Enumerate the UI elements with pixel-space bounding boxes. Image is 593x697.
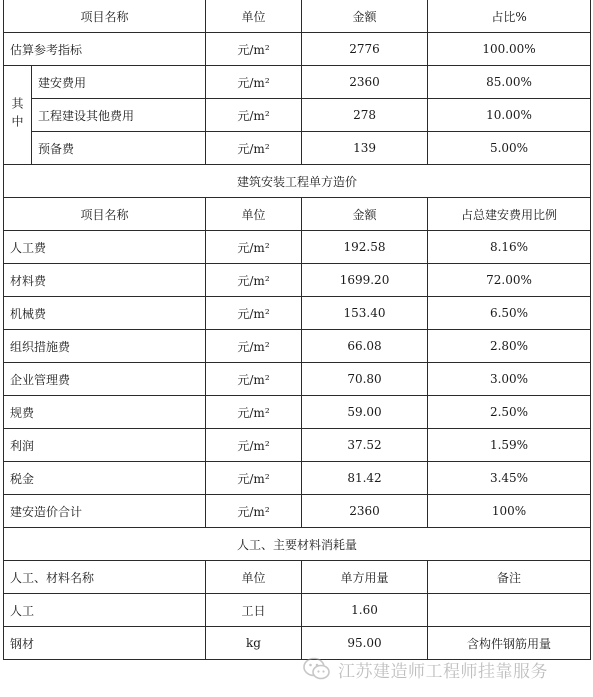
row-unit: 元/m²	[206, 396, 302, 429]
row-unit: 元/m²	[206, 297, 302, 330]
row-unit: 元/m²	[206, 132, 302, 165]
table-row	[4, 330, 591, 363]
row-ratio: 100%	[428, 495, 591, 528]
row-name: 建安造价合计	[4, 495, 206, 528]
header-ratio: 占总建安费用比例	[428, 198, 591, 231]
section-title-row	[4, 165, 591, 198]
row-ratio: 3.00%	[428, 363, 591, 396]
table-row	[4, 132, 591, 165]
row-amount: 192.58	[302, 231, 428, 264]
row-unit: 元/m²	[206, 429, 302, 462]
row-unit: 元/m²	[206, 33, 302, 66]
header-amount: 金额	[302, 0, 428, 33]
row-name: 机械费	[4, 297, 206, 330]
row-ratio: 6.50%	[428, 297, 591, 330]
header-amount: 单方用量	[302, 561, 428, 594]
row-amount: 278	[302, 99, 428, 132]
row-name: 预备费	[32, 132, 206, 165]
table-row	[4, 66, 591, 99]
row-name: 估算参考指标	[4, 33, 206, 66]
row-ratio: 3.45%	[428, 462, 591, 495]
row-unit: 工日	[206, 594, 302, 627]
row-amount: 2360	[302, 66, 428, 99]
table-row	[4, 363, 591, 396]
header-item-name: 项目名称	[4, 198, 206, 231]
table-row	[4, 297, 591, 330]
header-unit: 单位	[206, 198, 302, 231]
section3-title: 人工、主要材料消耗量	[4, 528, 591, 561]
row-ratio: 2.50%	[428, 396, 591, 429]
cost-estimate-table	[3, 0, 591, 660]
table-row	[4, 33, 591, 66]
row-amount: 2360	[302, 495, 428, 528]
row-ratio: 85.00%	[428, 66, 591, 99]
header-item-name: 人工、材料名称	[4, 561, 206, 594]
row-amount: 66.08	[302, 330, 428, 363]
header-unit: 单位	[206, 0, 302, 33]
row-name: 材料费	[4, 264, 206, 297]
section2-title: 建筑安装工程单方造价	[4, 165, 591, 198]
row-name: 组织措施费	[4, 330, 206, 363]
row-unit: 元/m²	[206, 462, 302, 495]
row-name: 工程建设其他费用	[32, 99, 206, 132]
row-ratio: 10.00%	[428, 99, 591, 132]
header-note: 备注	[428, 561, 591, 594]
row-amount: 70.80	[302, 363, 428, 396]
row-note	[428, 594, 591, 627]
row-ratio: 1.59%	[428, 429, 591, 462]
row-ratio: 5.00%	[428, 132, 591, 165]
row-amount: 2776	[302, 33, 428, 66]
row-amount: 153.40	[302, 297, 428, 330]
table-row	[4, 594, 591, 627]
group-label: 其中	[4, 66, 32, 165]
row-unit: 元/m²	[206, 99, 302, 132]
table-row	[4, 264, 591, 297]
row-amount: 1699.20	[302, 264, 428, 297]
table3-header-row	[4, 561, 591, 594]
row-name: 税金	[4, 462, 206, 495]
table-row	[4, 231, 591, 264]
table2-header-row	[4, 198, 591, 231]
table-row	[4, 627, 591, 660]
row-name: 企业管理费	[4, 363, 206, 396]
row-name: 建安费用	[32, 66, 206, 99]
row-amount: 37.52	[302, 429, 428, 462]
watermark-text: 江苏建造师工程师挂靠服务	[338, 661, 548, 682]
row-amount: 1.60	[302, 594, 428, 627]
row-name: 人工费	[4, 231, 206, 264]
row-unit: 元/m²	[206, 66, 302, 99]
row-name: 钢材	[4, 627, 206, 660]
row-unit: 元/m²	[206, 495, 302, 528]
row-amount: 81.42	[302, 462, 428, 495]
row-unit: kg	[206, 627, 302, 660]
row-name: 人工	[4, 594, 206, 627]
row-unit: 元/m²	[206, 330, 302, 363]
table-row	[4, 495, 591, 528]
row-ratio: 72.00%	[428, 264, 591, 297]
table-row	[4, 462, 591, 495]
row-name: 规费	[4, 396, 206, 429]
header-unit: 单位	[206, 561, 302, 594]
row-unit: 元/m²	[206, 231, 302, 264]
row-ratio: 2.80%	[428, 330, 591, 363]
row-ratio: 100.00%	[428, 33, 591, 66]
header-item-name: 项目名称	[4, 0, 206, 33]
table-row	[4, 396, 591, 429]
row-ratio: 8.16%	[428, 231, 591, 264]
row-unit: 元/m²	[206, 363, 302, 396]
row-note: 含构件钢筋用量	[428, 627, 591, 660]
row-amount: 59.00	[302, 396, 428, 429]
table1-header-row	[4, 0, 591, 33]
row-amount: 95.00	[302, 627, 428, 660]
table-row	[4, 429, 591, 462]
row-amount: 139	[302, 132, 428, 165]
header-amount: 金额	[302, 198, 428, 231]
row-unit: 元/m²	[206, 264, 302, 297]
table-row	[4, 99, 591, 132]
header-ratio: 占比%	[428, 0, 591, 33]
row-name: 利润	[4, 429, 206, 462]
section-title-row	[4, 528, 591, 561]
